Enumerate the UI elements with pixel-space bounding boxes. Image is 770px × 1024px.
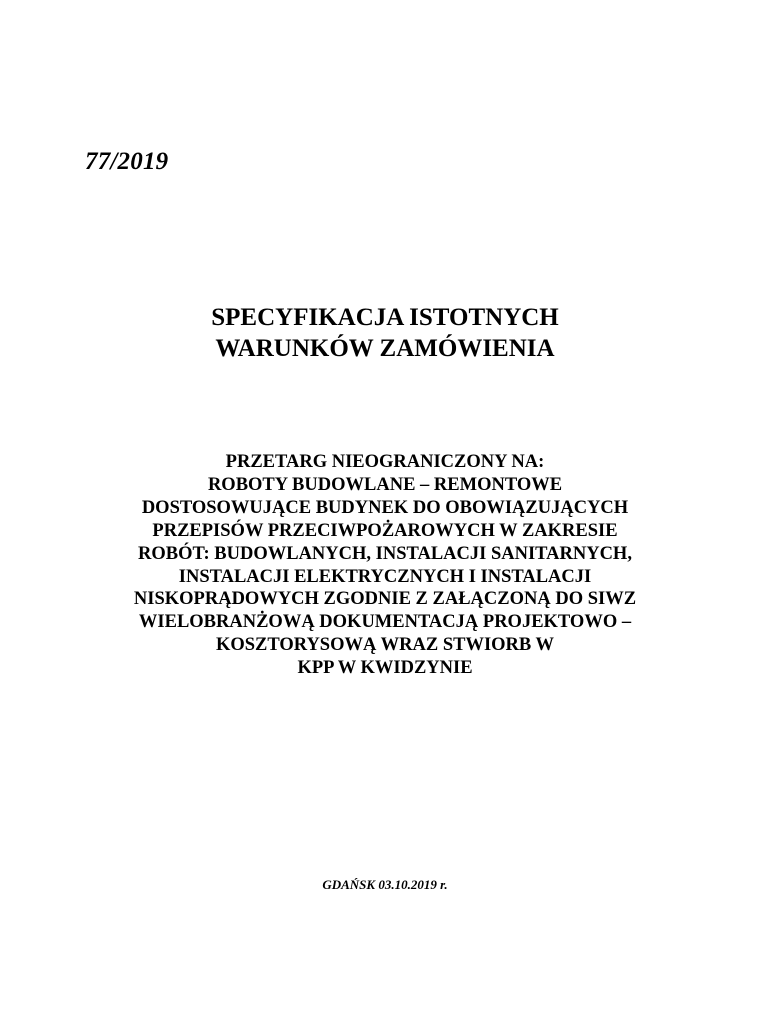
tender-description: [0, 451, 770, 680]
tender-line: WIELOBRANŻOWĄ DOKUMENTACJĄ PROJEKTOWO –: [138, 612, 632, 633]
tender-line: ROBÓT: BUDOWLANYCH, INSTALACJI SANITARNYCH,: [138, 543, 632, 564]
tender-line: NISKOPRĄDOWYCH ZGODNIE Z ZAŁĄCZONĄ DO SIWZ: [133, 589, 637, 610]
document-title: [0, 302, 770, 364]
tender-line: KPP W KWIDZYNIE: [297, 658, 473, 679]
tender-line: PRZETARG NIEOGRANICZONY NA:: [225, 452, 545, 472]
place-and-date: GDAŃSK 03.10.2019 r.: [322, 877, 448, 892]
tender-line: KOSZTORYSOWĄ WRAZ STWIORB W: [215, 635, 555, 656]
title-line: SPECYFIKACJA ISTOTNYCH: [211, 304, 559, 331]
tender-line: ROBOTY BUDOWLANE – REMONTOWE: [207, 474, 563, 495]
tender-line: INSTALACJI ELEKTRYCZNYCH I INSTALACJI: [178, 566, 592, 587]
title-line: WARUNKÓW ZAMÓWIENIA: [215, 335, 555, 362]
tender-line: DOSTOSOWUJĄCE BUDYNEK DO OBOWIĄZUJĄCYCH: [141, 497, 629, 518]
tender-line: PRZEPISÓW PRZECIWPOŻAROWYCH W ZAKRESIE: [152, 520, 618, 541]
reference-number: 77/2019: [85, 148, 169, 175]
